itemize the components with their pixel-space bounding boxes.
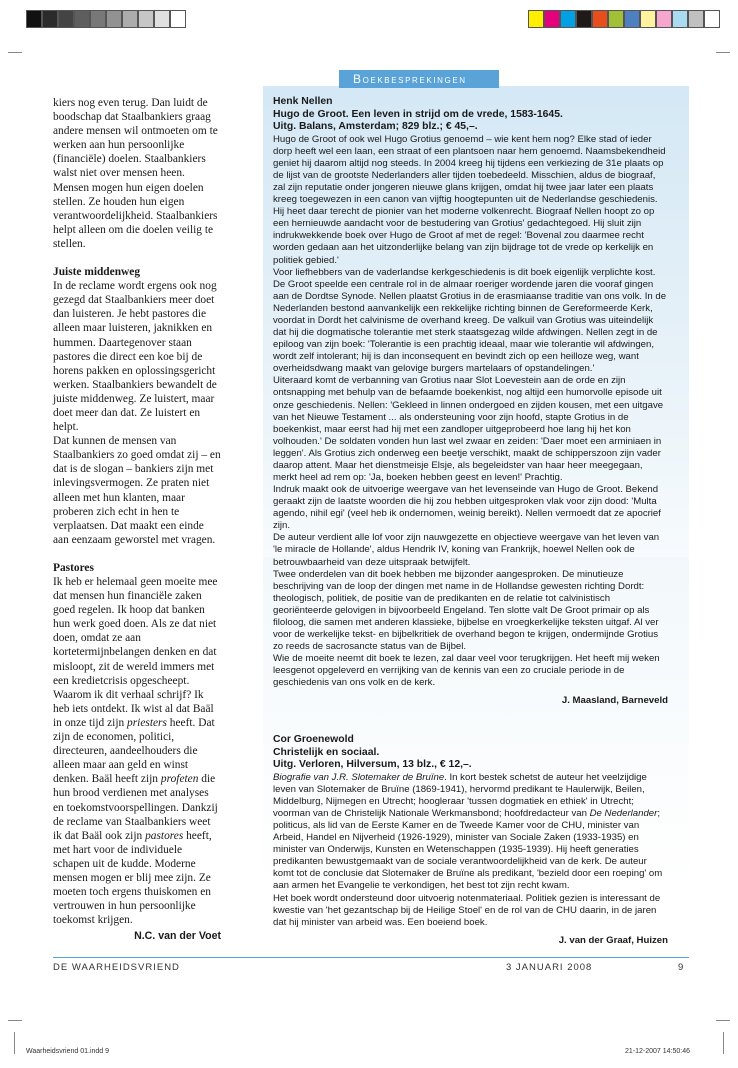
- left-paragraph-2: In de reclame wordt ergens ook nog gezegd dat Staalbankiers meer doet dan luisteren. Je hebt pastores die alleen maar luisteren, jaknikken en hummen. Daartegenover staan pastores die direct een koe bij de horens pakken en oplossingsgericht werken. Staalbankiers bewandelt de juiste middenweg. Ze luistert, maar doet meer dan dat. Ze luistert en helpt.: [53, 280, 217, 434]
- review2-newspaper: De Nederlander: [589, 808, 658, 820]
- review2-p1-part-b: ; politicus, als lid van de Eerste Kamer en de Tweede Kamer voor de CHU, minister van Arbeid, Handel en Nijverheid (1926-1929), minister van Sociale Zaken (1933-1935) en minister van Onderwijs, Kunsten en Wetenschappen (1935-1939). Hij heeft generaties predikanten bewustgemaakt van de sociale verantwoordelijkheid van de kerk. De auteur komt tot de conclusie dat Slotemaker de Bruïne als predikant, 'bezield door een roeping' om aan armen het Evangelie te verkondigen, het best tot zijn recht kwam.: [273, 808, 663, 892]
- review1-title: Hugo de Groot. Een leven in strijd om de vrede, 1583-1645.: [273, 108, 563, 120]
- crop-mark-top-right: [716, 52, 730, 53]
- left-paragraph-3: Dat kunnen de mensen van Staalbankiers zo goed omdat zij – en dat is de slogan – bankiers zijn met inlevingsvermogen. Ze praten niet alleen met hun klanten, maar proberen zich echt in hen te verplaatsen. Dat maakt een einde aan eenzaam geworstel met vragen.: [53, 435, 221, 546]
- p4-part-a: Ik heb er helemaal geen moeite mee dat mensen hun financiële zaken goed regelen. Ik hoop dat banken hun werk goed doen. Als ze dat niet doen, omdat ze aan kortetermijnbelangen denken en dat misloopt, zit de wereld immers met een kredietcrisis opgescheept. Waarom ik dit verhaal schrijf? Ik heb iets ontdekt. Ik wist al dat Baäl in onze tijd zijn: [53, 576, 218, 729]
- review1-paragraph-6: Twee onderdelen van dit boek hebben me bijzonder aangesproken. De minutieuze beschrijving van de loop der dingen met name in de Hollandse gewesten richting Dordt: theologisch, politiek, de positie van de predikanten en de relatie tot calvinistisch georiënteerde gelovigen in bijvoorbeeld Engeland. Ten slotte valt De Groot primair op als filoloog, die samen met anderen klassieke, bijbelse en vroegkerkelijke teksten uitgaf. Al ver voor de werkelijke tekst- en bijbelkritiek de overhand begon te krijgen, ondermijnde Grotius zo reeds de sacrosancte status van de Bijbel.: [273, 568, 659, 653]
- review1-paragraph-2: Voor liefhebbers van de vaderlandse kerkgeschiedenis is dit boek eigenlijk verplichte kost. De Groot speelde een centrale rol in de almaar roeriger wordende jaren die vooraf gingen aan de Dordtse Synode. Nellen plaatst Grotius in de erasmiaanse traditie van ons volk. In de Nederlanden bestond aanvankelijk een rekkelijke richting binnen de Gereformeerde Kerk, voordat in Dordt het calvinisme de overhand kreeg. De valkuil van Grotius was uiteindelijk dat hij die dogmatische tolerantie met sterk staatsgezag wilde afdwingen. Nellen zegt in de epiloog van zijn boek: 'Tolerantie is een prachtig ideaal, maar wie tolerantie wil afdwingen, wordt zelf intolerant; hij is dan inconsequent en bevindt zich op een heilloze weg, want overheidsdwang maakt van gelovige burgers martelaars of opstandelingen.': [273, 266, 667, 375]
- color-swatch-5: [592, 10, 608, 28]
- color-swatch-4: [576, 10, 592, 28]
- gray-swatch-5: [90, 10, 106, 28]
- gray-swatch-10: [170, 10, 186, 28]
- p4-part-d: heeft, met hart voor de individuele schapen uit de kudde. Moderne mensen mogen er blij mee zijn. Ze moeten toch ergens thuiskomen en vertrouwen in hun persoonlijke toekomst krijgen.: [53, 829, 212, 927]
- left-signature: N.C. van der Voet: [134, 930, 221, 943]
- color-swatch-7: [624, 10, 640, 28]
- review1-paragraph-3: Uiteraard komt de verbanning van Grotius naar Slot Loevestein aan de orde en zijn ontsnapping met behulp van de befaamde boekenkist, nog altijd een humorvolle episode uit onze geschiedenis. Nellen: 'Gekleed in linnen ondergoed en zijden kousen, met een uitgave van het Nieuwe Testament ... als ondersteuning voor zijn hoofd, stapte Grotius in de boekenkist, maar eerst had hij met een zandloper uitgeprobeerd hoe lang hij het kon volhouden.' De soldaten vonden hun last wel zwaar en zeiden: 'Daer moet een arminiaen in leggen'. Als Grotius zich onderweg een beetje verschikt, maakt de schipperszoon zijn vader daarop attent. Maar het dienstmeisje Elsje, als begeleidster van haar heer meegegaan, merkt heel ad rem op: 'Ja, boeken hebben geest en leven!' Prachtig.: [273, 375, 664, 483]
- left-paragraph-1: kiers nog even terug. Dan luidt de boodschap dat Staalbankiers graag andere mensen wil ontmoeten om te werken aan hun persoonlijke (financiële) doelen. Staalbankiers walst niet over mensen heen. Mensen mogen hun eigen doelen stellen. Ze houden hun eigen verantwoordelijkheid. Staalbankiers helpt alleen om die doelen veilig te stellen.: [53, 97, 218, 250]
- review2-subtitle: Biografie van J.R. Slotemaker de Bruïne: [273, 771, 445, 783]
- footer-page-number: 9: [678, 962, 685, 973]
- gray-swatch-9: [154, 10, 170, 28]
- review2-author: Cor Groenewold: [273, 734, 354, 745]
- left-article-column: [53, 96, 221, 943]
- review-christelijk-en-sociaal: [273, 734, 668, 947]
- cmyk-color-bar: [528, 10, 720, 28]
- color-swatch-9: [656, 10, 672, 28]
- gray-swatch-2: [42, 10, 58, 28]
- crop-mark-bottom-right: [716, 1020, 730, 1021]
- review1-signature: J. Maasland, Barneveld: [561, 695, 668, 707]
- left-paragraph-4: [53, 575, 221, 927]
- p4-priests: priesters: [127, 716, 167, 729]
- gray-swatch-3: [58, 10, 74, 28]
- footer-date: 3 JANUARI 2008: [506, 962, 593, 973]
- gray-swatch-4: [74, 10, 90, 28]
- color-swatch-2: [544, 10, 560, 28]
- p4-part-c: die hun brood verdienen met analyses en toekomstvoorspellingen. Dankzij de reclame van Staalbankiers weet ik dat Baäl ook zijn: [53, 773, 218, 842]
- review1-paragraph-5: De auteur verdient alle lof voor zijn nauwgezette en objectieve weergave van het leven van 'le miracle de Hollande', aldus Hendrik IV, koning van Frankrijk, hoewel Nellen ook de betrouwbaarheid van deze uitspraak betwijfelt.: [273, 532, 660, 568]
- review1-paragraph-1: Hugo de Groot of ook wel Hugo Grotius genoemd – wie kent hem nog? Elke stad of ieder dorp heeft wel een laan, een straat of een plantsoen naar hem genoemd. Naamsbekendheid geniet hij daarom altijd nog steeds. In 2004 kreeg hij tijdens een verkiezing de 31e plaats op de lijst van de grootste Nederlanders aller tijden toebedeeld. Misschien, aldus de biograaf, zal zijn reputatie onder jongeren nieuwe glans krijgen, omdat hij twee jaar later een plaats kreeg toegewezen in een canon van vijftig hoogtepunten uit de Nederlandse geschiedenis. Hij heet daar terecht de pionier van het moderne volkenrecht. Biograaf Nellen hoopt zo op een hernieuwde aandacht voor de bestudering van Grotius' gedachtegoed. Hij sluit zijn indrukwekkende boek over Hugo de Groot af met de regel: 'Bovenal zou daarmee recht worden gedaan aan het uitzonderlijke belang van zijn bijdrage tot de vrede op kerkelijk en politiek gebied.': [273, 133, 666, 266]
- section-header-boekbesprekingen: Boekbesprekingen: [339, 70, 499, 88]
- color-swatch-12: [704, 10, 720, 28]
- review1-paragraph-7: Wie de moeite neemt dit boek te lezen, zal daar veel voor terugkrijgen. Het heeft mij weken leesgenot opgeleverd en verrijking van de kennis van een zo cruciale periode in de geschiedenis van ons volk en de kerk.: [273, 653, 660, 689]
- gray-swatch-1: [26, 10, 42, 28]
- crop-mark-left-vertical: [14, 1032, 15, 1054]
- review-hugo-de-groot: [273, 96, 668, 707]
- grayscale-color-bar: [26, 10, 186, 28]
- gray-swatch-8: [138, 10, 154, 28]
- crop-mark-top-left: [8, 52, 22, 53]
- review2-title: Christelijk en sociaal.: [273, 746, 380, 758]
- review2-p1-part-a: . In kort bestek schetst de auteur het veelzijdige leven van Slotemaker de Bruïne (1869-1941), hervormd predikant te Haulerwijk, Beilen, Middelburg, Nijmegen en Utrecht; hoogleraar 'tussen dogmatiek en ethiek' in Utrecht; voorman van de Christelijk Nationale Werkmansbond; hoofdredacteur van: [273, 771, 647, 820]
- color-swatch-8: [640, 10, 656, 28]
- crop-mark-right-vertical: [723, 1032, 724, 1054]
- p4-prophets: profeten: [160, 773, 199, 786]
- review1-author: Henk Nellen: [273, 96, 333, 107]
- subheading-juiste-middenweg: Juiste middenweg: [53, 266, 141, 279]
- review2-publisher: Uitg. Verloren, Hilversum, 13 blz., € 12,–.: [273, 759, 472, 771]
- subheading-pastores: Pastores: [53, 561, 94, 574]
- gray-swatch-7: [122, 10, 138, 28]
- color-swatch-6: [608, 10, 624, 28]
- review1-paragraph-4: Indruk maakt ook de uitvoerige weergave van het levenseinde van Hugo de Groot. Bekend geraakt zijn de laatste woorden die hij zou hebben uitgesproken vlak voor zijn dood: 'Multa agendo, nihil egi' (veel heb ik ondernomen, weinig bereikt). Nellen vermoedt dat ze apocrief zijn.: [273, 484, 661, 532]
- gray-swatch-6: [106, 10, 122, 28]
- color-swatch-11: [688, 10, 704, 28]
- color-swatch-10: [672, 10, 688, 28]
- color-swatch-3: [560, 10, 576, 28]
- review2-signature: J. van der Graaf, Huizen: [558, 934, 668, 946]
- footer-publication-name: DE WAARHEIDSVRIEND: [53, 962, 180, 973]
- review2-paragraph-1: [273, 772, 668, 893]
- p4-part-b: heeft. Dat zijn de economen, politici, directeuren, aandeelhouders die alleen maar aan geld en winst denken. Baäl heeft zijn: [53, 716, 215, 786]
- slug-timestamp: 21-12-2007 14:50:46: [625, 1048, 690, 1055]
- review2-paragraph-2: Het boek wordt ondersteund door uitvoerig notenmateriaal. Politiek gezien is interessant de kwestie van 'het gezantschap bij de Heilige Stoel' en de rol van de CHU daarin, in de jaren dat hij minister van arbeid was. Een boeiend boek.: [273, 892, 661, 928]
- footer-rule: [53, 957, 689, 958]
- crop-mark-bottom-left: [8, 1020, 22, 1021]
- slug-filename: Waarheidsvriend 01.indd 9: [26, 1048, 110, 1055]
- p4-pastors: pastores: [145, 829, 184, 842]
- color-swatch-1: [528, 10, 544, 28]
- review1-publisher: Uitg. Balans, Amsterdam; 829 blz.; € 45,–.: [273, 121, 478, 133]
